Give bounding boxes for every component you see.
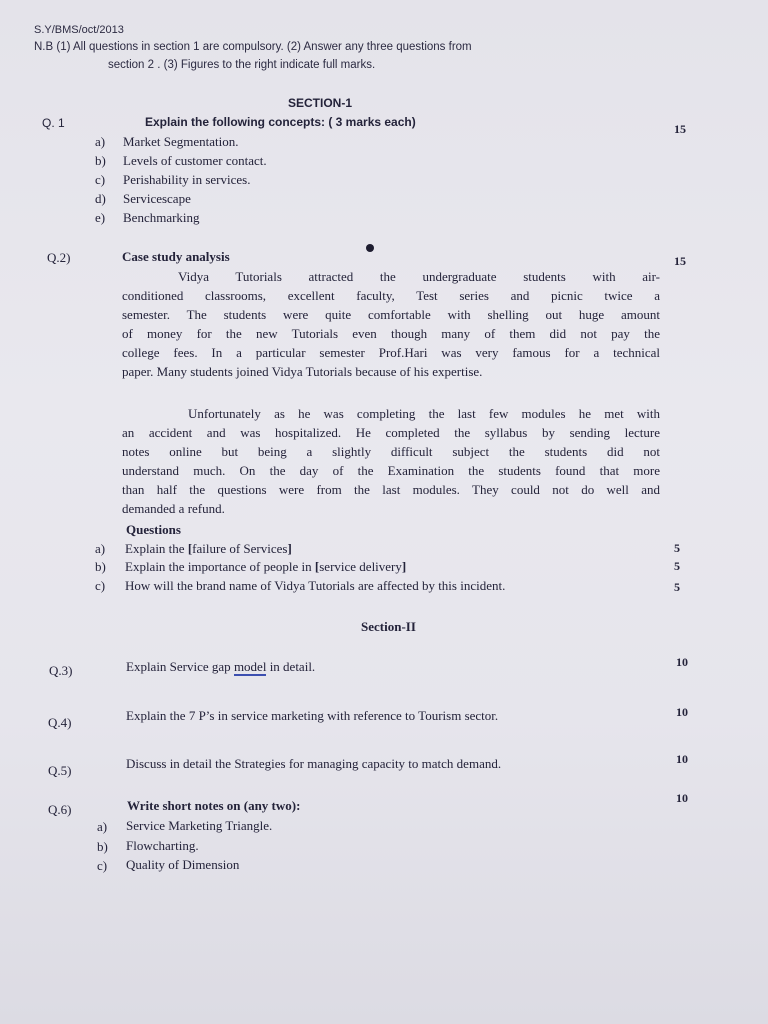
q6-item-b: Flowcharting. — [126, 838, 199, 853]
q1-item-a-label: a) — [95, 134, 106, 149]
questions-heading: Questions — [126, 522, 181, 537]
q1-item-a: Market Segmentation. — [123, 134, 239, 149]
q3-text: Explain Service gap model in detail. — [126, 659, 316, 674]
case-line: Vidya Tutorials attracted the undergraduate students with air- — [178, 269, 660, 284]
case-line: of money for the new Tutorials even though many of them did not pay the — [122, 326, 660, 341]
q6-prompt: Write short notes on (any two): — [127, 798, 301, 813]
q2-sub-c-label: c) — [95, 578, 106, 593]
q6-item-a-label: a) — [97, 819, 108, 834]
case-study-paragraph-2 — [122, 404, 660, 518]
q4-number: Q.4) — [48, 715, 72, 730]
q6-item-c: Quality of Dimension — [126, 857, 240, 872]
q1-item-b: Levels of customer contact. — [123, 153, 267, 168]
section-1-title: SECTION-1 — [288, 96, 353, 110]
ink-dot — [366, 244, 374, 252]
q4-text: Explain the 7 P’s in service marketing with reference to Tourism sector. — [126, 708, 499, 723]
case-line: an accident and was hospitalized. He completed the syllabus by sending lecture — [122, 425, 660, 440]
case-line: than half the questions were from the last modules. They could not do well and — [122, 482, 660, 497]
q1-item-d: Servicescape — [123, 191, 191, 206]
q2-number: Q.2) — [47, 250, 71, 265]
q1-number: Q. 1 — [42, 116, 65, 130]
q1-item-e: Benchmarking — [123, 210, 200, 225]
case-line: conditioned classrooms, excellent faculty, Test series and picnic twice a — [122, 288, 660, 303]
q4-marks: 10 — [676, 705, 688, 719]
q2-sub-b-marks: 5 — [674, 559, 680, 573]
case-line: semester. The students were quite comfortable with shelling out huge amount — [122, 307, 660, 322]
q2-sub-b: Explain the importance of people in [ service delivery ] — [125, 559, 406, 575]
section-2-title: Section-II — [361, 619, 416, 634]
q3-number: Q.3) — [49, 663, 73, 678]
q2-sub-a: Explain the [ failure of Services ] — [125, 541, 292, 557]
q3-marks: 10 — [676, 655, 688, 669]
case-line: Unfortunately as he was completing the last few modules he met with — [188, 406, 660, 421]
q2-sub-a-label: a) — [95, 541, 106, 556]
q2-sub-b-label: b) — [95, 559, 106, 574]
q5-marks: 10 — [676, 752, 688, 766]
q1-item-c: Perishability in services. — [123, 172, 251, 187]
case-line: notes online but being a slightly difficult subject the students did not — [122, 444, 660, 459]
q2-sub-c: How will the brand name of Vidya Tutorials are affected by this incident. — [125, 578, 506, 593]
q2-marks: 15 — [674, 254, 686, 268]
q1-item-e-label: e) — [95, 210, 106, 225]
q6-item-a: Service Marketing Triangle. — [126, 818, 273, 833]
case-line: paper. Many students joined Vidya Tutorials because of his expertise. — [122, 364, 483, 379]
q1-item-c-label: c) — [95, 172, 106, 187]
q1-item-d-label: d) — [95, 191, 106, 206]
case-line: understand much. On the day of the Examination the students found that more — [122, 463, 660, 478]
case-line: college fees. In a particular semester Prof.Hari was very famous for a technical — [122, 345, 660, 360]
q2-title: Case study analysis — [122, 249, 230, 264]
case-study-paragraph-1 — [122, 267, 660, 381]
q1-marks: 15 — [674, 122, 686, 136]
instructions-line-1: N.B (1) All questions in section 1 are compulsory. (2) Answer any three questions from — [34, 41, 472, 53]
q6-item-b-label: b) — [97, 839, 108, 854]
q6-number: Q.6) — [48, 802, 72, 817]
q6-item-c-label: c) — [97, 858, 108, 873]
q5-text: Discuss in detail the Strategies for managing capacity to match demand. — [126, 756, 502, 771]
case-line: demanded a refund. — [122, 501, 225, 516]
q6-marks: 10 — [676, 791, 688, 805]
q1-prompt: Explain the following concepts: ( 3 marks each) — [145, 115, 416, 129]
q2-sub-a-marks: 5 — [674, 541, 680, 555]
q5-number: Q.5) — [48, 763, 72, 778]
instructions-line-2: section 2 . (3) Figures to the right indicate full marks. — [108, 59, 376, 71]
paper-code: S.Y/BMS/oct/2013 — [34, 24, 124, 36]
q2-sub-c-marks: 5 — [674, 580, 680, 594]
q1-item-b-label: b) — [95, 153, 106, 168]
